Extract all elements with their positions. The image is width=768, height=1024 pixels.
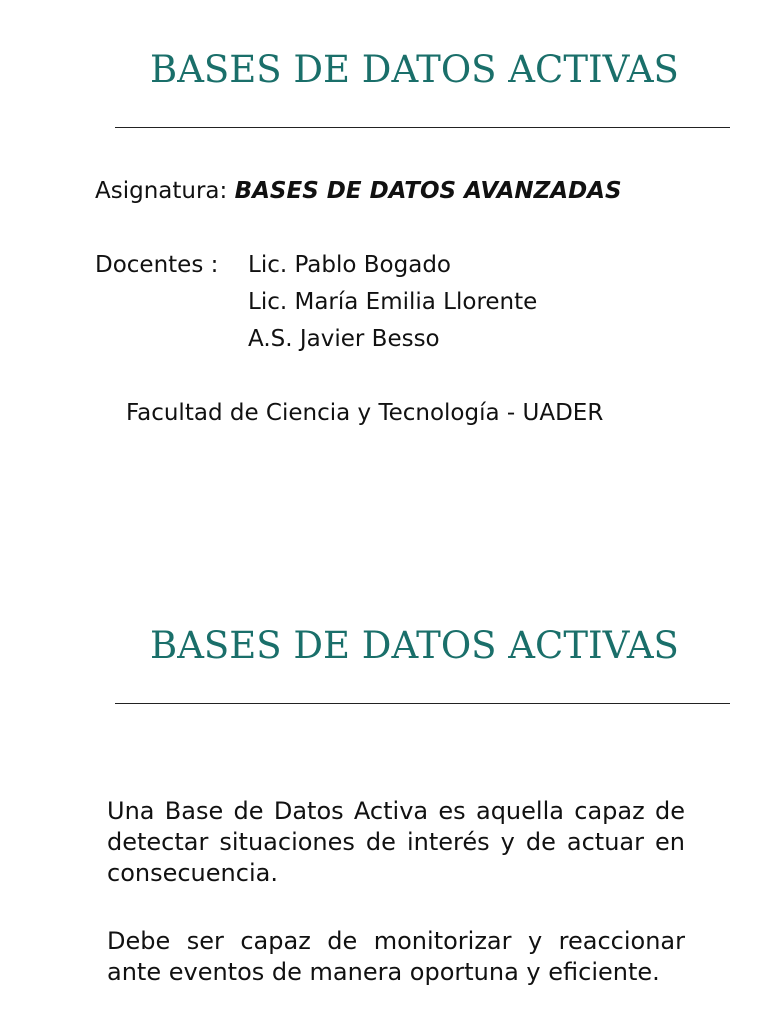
subject-row <box>95 178 622 204</box>
teacher-name: Lic. Pablo Bogado <box>248 252 451 278</box>
title-divider <box>115 127 730 128</box>
slide-title: BASES DE DATOS ACTIVAS <box>150 48 679 91</box>
definition-paragraph: Una Base de Datos Activa es aquella capaz de detectar situaciones de interés y de actuar en consecuencia. <box>107 797 685 887</box>
teachers-label: Docentes : <box>95 252 219 278</box>
title-divider <box>115 703 730 704</box>
slide-definition <box>0 576 768 1024</box>
subject-label: Asignatura: <box>95 178 235 204</box>
teacher-name: Lic. María Emilia Llorente <box>248 289 538 315</box>
subject-value: BASES DE DATOS AVANZADAS <box>234 178 622 204</box>
slide-title: BASES DE DATOS ACTIVAS <box>150 624 679 667</box>
faculty-name: Facultad de Ciencia y Tecnología - UADER <box>126 400 604 426</box>
teacher-name: A.S. Javier Besso <box>248 326 440 352</box>
requirement-paragraph: Debe ser capaz de monitorizar y reaccionar ante eventos de manera oportuna y eficiente. <box>107 927 685 986</box>
